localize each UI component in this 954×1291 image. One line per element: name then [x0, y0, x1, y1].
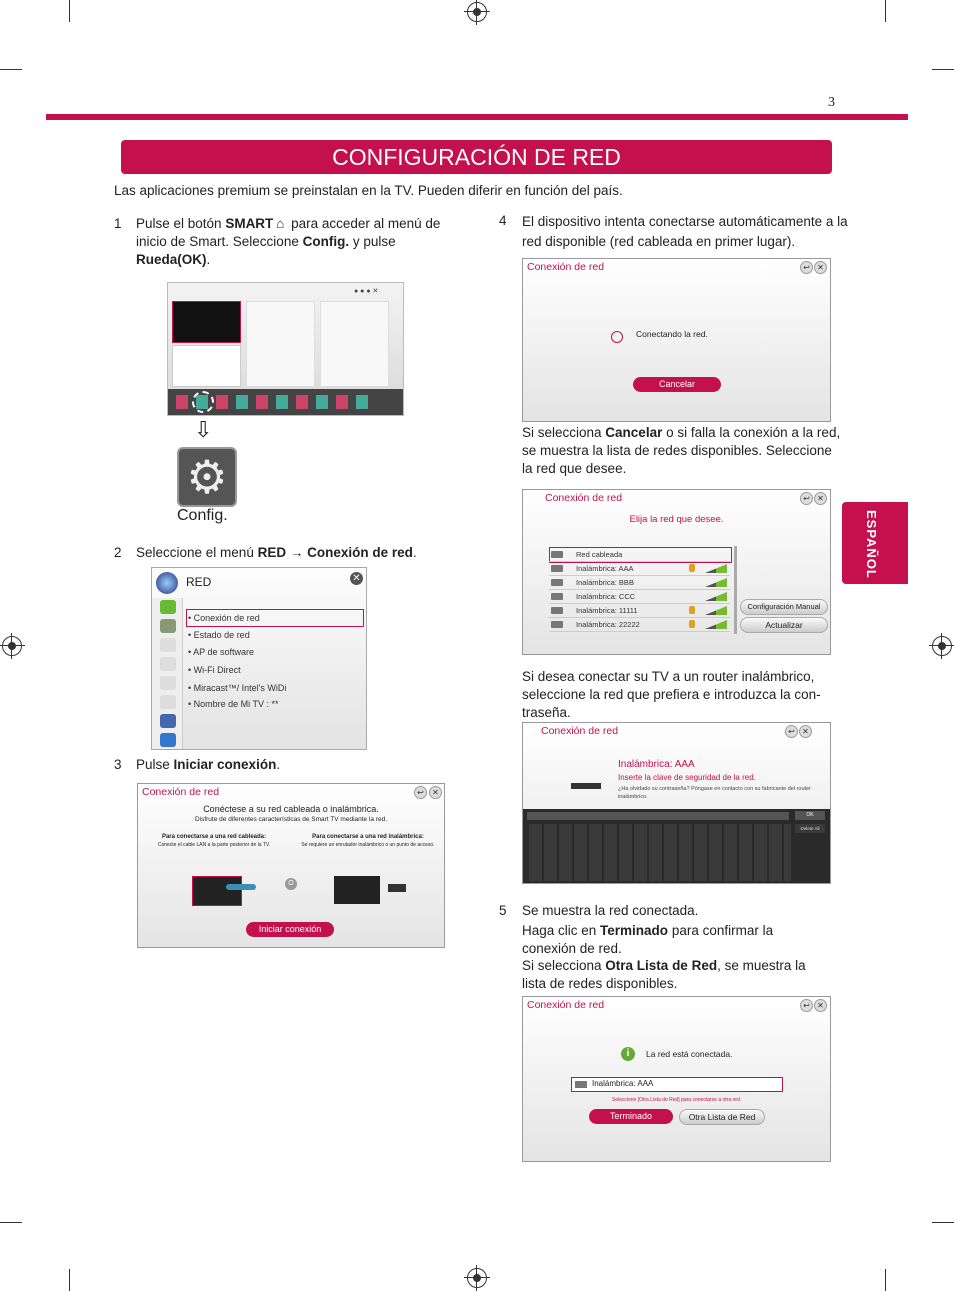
step-number: 3 — [114, 757, 122, 772]
choose-network-text: Elija la red que desee. — [629, 514, 724, 525]
config-caption: Config. — [177, 507, 228, 524]
clock-icon[interactable] — [160, 657, 176, 671]
smart-home-screenshot — [167, 282, 404, 416]
tv-wired-icon — [192, 876, 242, 906]
tv-wireless-icon — [334, 876, 380, 904]
router-text: Si desea conectar su TV a un router inalámbrico, seleccione la red que prefiera e introduzca la con-traseña. — [522, 669, 821, 720]
gear-icon[interactable]: ⚙ — [177, 447, 237, 507]
step-number: 4 — [499, 213, 507, 228]
iniciar-conexion-button[interactable]: Iniciar conexión — [246, 922, 334, 937]
step-number: 1 — [114, 216, 122, 231]
menu-sidebar — [152, 598, 183, 749]
close-icon[interactable]: ✕ — [814, 999, 827, 1012]
step1-text: Pulse el botón SMART ⌂ para acceder al menú de inicio de Smart. Seleccione Config. y pulse Rueda(OK). — [136, 216, 441, 267]
delete-all-key[interactable]: Delete All — [795, 824, 825, 833]
onscreen-keyboard — [523, 809, 830, 883]
close-icon[interactable]: ✕ — [814, 492, 827, 505]
help-icon[interactable] — [160, 733, 176, 747]
forgot-text: ¿Ha olvidado su contraseña? Póngase en contacto con su fabricante del router inalámbrico. — [618, 786, 811, 800]
done-button[interactable]: Terminado — [589, 1109, 673, 1124]
network-item[interactable]: Inalámbrica: 11111 — [549, 604, 730, 618]
signal-icon — [705, 620, 727, 629]
spinner-icon — [611, 331, 623, 343]
close-icon[interactable]: ✕ — [814, 261, 827, 274]
crop-mark — [69, 0, 70, 22]
ssid-label: Inalámbrica: AAA — [618, 759, 695, 770]
hint-text: Seleccione [Otra Lista de Red] para conectarse a otra red. — [611, 1097, 742, 1103]
header-rule — [46, 114, 908, 120]
app-card — [246, 301, 315, 387]
ok-key[interactable]: OK — [795, 811, 825, 820]
close-icon[interactable]: ✕ — [799, 725, 812, 738]
app-card — [320, 301, 389, 387]
or-badge: O — [285, 878, 297, 890]
intro-text: Las aplicaciones premium se preinstalan en la TV. Pueden diferir en función del país. — [114, 183, 623, 198]
network-item[interactable]: Inalámbrica: BBB — [549, 576, 730, 590]
panel-title: Conexión de red — [527, 261, 605, 273]
home-icon: ⌂ — [276, 216, 285, 231]
menu-item-wifi-direct[interactable]: • Wi-Fi Direct — [188, 665, 241, 675]
signal-icon — [705, 578, 727, 587]
menu-item-miracast[interactable]: • Miracast™/ Intel's WiDi — [188, 683, 287, 693]
close-icon[interactable]: ✕ — [429, 786, 442, 799]
registration-mark — [932, 636, 952, 656]
crop-mark — [0, 1222, 22, 1223]
premium-card — [172, 345, 241, 387]
step-number: 2 — [114, 545, 122, 560]
channel-icon[interactable] — [160, 638, 176, 652]
connected-panel — [522, 996, 831, 1162]
crop-mark — [69, 1269, 70, 1291]
panel-title: Conexión de red — [541, 725, 619, 737]
panel-title: Conexión de red — [527, 999, 605, 1011]
network-item[interactable]: Inalámbrica: 22222 — [549, 618, 730, 632]
network-item[interactable]: Red cableada — [549, 548, 730, 562]
password-panel — [522, 722, 831, 884]
menu-item-estado[interactable]: • Estado de red — [188, 630, 250, 640]
back-icon[interactable]: ↩ — [800, 492, 813, 505]
globe-icon — [156, 572, 178, 594]
registration-mark — [467, 1268, 487, 1288]
crop-mark — [0, 69, 22, 70]
network-item[interactable]: Inalámbrica: CCC — [549, 590, 730, 604]
red-menu — [151, 567, 367, 750]
lock-icon[interactable] — [160, 676, 176, 690]
page-title: CONFIGURACIÓN DE RED — [121, 140, 832, 174]
back-icon[interactable]: ↩ — [785, 725, 798, 738]
registration-mark — [467, 2, 487, 22]
key-grid[interactable] — [529, 824, 791, 881]
enter-key-text: Inserte la clave de seguridad de la red. — [618, 773, 756, 782]
scrollbar[interactable] — [734, 546, 737, 634]
step-number: 5 — [499, 903, 507, 918]
crop-mark — [885, 1269, 886, 1291]
lock-icon — [689, 620, 695, 628]
arrow-down-icon: ⇩ — [194, 417, 213, 442]
back-icon[interactable]: ↩ — [800, 999, 813, 1012]
network-icon[interactable] — [160, 714, 176, 728]
signal-icon — [705, 592, 727, 601]
router-icon — [571, 763, 601, 789]
network-list-panel — [522, 489, 831, 655]
connected-text: La red está conectada. — [646, 1049, 733, 1059]
network-icon — [575, 1081, 587, 1088]
step5-line1: Se muestra la red conectada. — [522, 903, 699, 918]
signal-icon — [705, 564, 727, 573]
info-icon: i — [621, 1047, 635, 1061]
language-tab-label: ESPAÑOL — [864, 510, 879, 579]
menu-item-conexion[interactable]: • Conexión de red — [188, 613, 260, 623]
router-icon — [388, 884, 406, 892]
network-item[interactable]: Inalámbrica: AAA — [549, 562, 730, 576]
sound-icon[interactable] — [160, 619, 176, 633]
step2-text: Seleccione el menú RED → Conexión de red. — [136, 545, 417, 560]
option-icon[interactable] — [160, 695, 176, 709]
registration-mark — [2, 636, 22, 656]
page-number: 3 — [828, 95, 835, 110]
status-icons: ● ● ● ✕ — [354, 288, 379, 295]
lock-icon — [689, 606, 695, 614]
crop-mark — [885, 0, 886, 22]
launcher-bar — [168, 389, 403, 415]
back-icon[interactable]: ↩ — [800, 261, 813, 274]
lock-icon — [689, 564, 695, 572]
step5-line2: Haga clic en Terminado para confirmar la conexión de red. — [522, 923, 774, 956]
menu-title: RED — [186, 575, 212, 589]
panel-title: Conexión de red — [545, 492, 623, 504]
signal-icon — [705, 606, 727, 615]
wired-desc: Conecte el cable LAN a la parte posterior de la TV. — [157, 842, 271, 848]
crop-mark — [932, 1222, 954, 1223]
menu-item-nombre[interactable]: • Nombre de Mi TV : ** — [188, 699, 279, 709]
password-input[interactable] — [527, 812, 789, 820]
step4-text: El dispositivo intenta conectarse automáticamente a la red disponible (red cableada en primer lugar). — [522, 214, 848, 249]
other-networks-button[interactable]: Otra Lista de Red — [679, 1109, 765, 1125]
picture-icon[interactable] — [160, 600, 176, 614]
connecting-text: Conectando la red. — [636, 329, 708, 339]
connected-network: Inalámbrica: AAA — [571, 1077, 783, 1092]
close-icon[interactable]: ✕ — [350, 572, 363, 585]
lan-cable-icon — [226, 884, 256, 890]
wired-title: Para conectarse a una red cableada: — [161, 834, 267, 840]
menu-item-ap[interactable]: • AP de software — [188, 647, 255, 657]
wireless-title: Para conectarse a una red inalámbrica: — [312, 834, 424, 840]
step5-line3: Si selecciona Otra Lista de Red, se muestra la lista de redes disponibles. — [522, 958, 806, 991]
refresh-button[interactable]: Actualizar — [740, 617, 828, 633]
settings-icon[interactable] — [192, 391, 214, 413]
crop-mark — [932, 69, 954, 70]
language-tab — [842, 502, 908, 584]
connect-panel — [137, 783, 445, 948]
wireless-desc: Se requiere un enrutador inalámbrico o un punto de acceso. — [301, 842, 435, 848]
cancel-explanation: Si selecciona Cancelar o si falla la conexión a la red, se muestra la lista de redes disponibles. Seleccione la red que desee. — [522, 425, 841, 476]
cancel-button[interactable]: Cancelar — [633, 377, 721, 392]
manual-config-button[interactable]: Configuración Manual — [740, 599, 828, 615]
back-icon[interactable]: ↩ — [414, 786, 427, 799]
connecting-panel — [522, 258, 831, 422]
panel-subline: Disfrute de diferentes características de Smart TV mediante la red. — [194, 816, 388, 823]
panel-title: Conexión de red — [142, 786, 220, 798]
panel-headline: Conéctese a su red cableada o inalámbrica. — [203, 804, 379, 814]
step3-text: Pulse Iniciar conexión. — [136, 757, 281, 772]
tv-card — [172, 301, 241, 343]
